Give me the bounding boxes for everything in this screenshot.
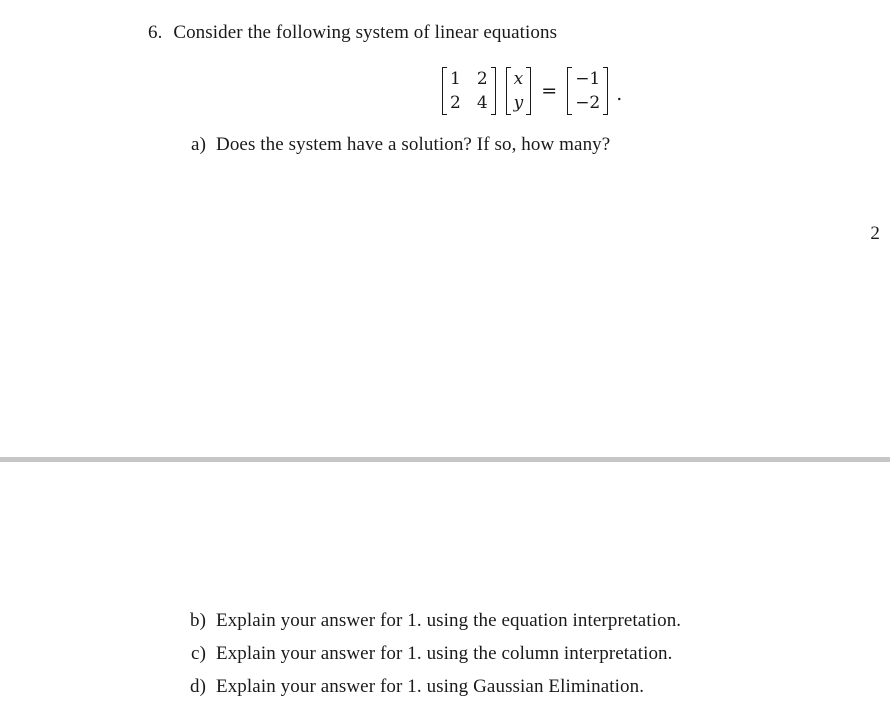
question-number: 6.	[148, 22, 163, 43]
part-text: Explain your answer for 1. using the column interpretation.	[216, 643, 673, 664]
matrix-entry: 2	[476, 69, 488, 89]
rhs-entry: −2	[575, 93, 601, 113]
part-a	[188, 134, 610, 156]
part-marker: b)	[189, 610, 206, 631]
matrix-entry: 4	[476, 93, 488, 113]
question-heading	[148, 22, 557, 44]
page-number: 2	[870, 223, 880, 244]
equals-sign: =	[541, 80, 558, 102]
vector-entry: x	[513, 69, 524, 89]
part-text: Explain your answer for 1. using the equation interpretation.	[216, 610, 682, 631]
matrix-equation	[440, 66, 622, 116]
variable-vector	[506, 67, 532, 115]
part-c	[188, 643, 673, 665]
page-divider	[0, 457, 890, 462]
part-text: Explain your answer for 1. using Gaussian Elimination.	[216, 676, 645, 697]
part-marker: d)	[189, 676, 206, 697]
part-marker: c)	[191, 643, 206, 664]
part-text: Does the system have a solution? If so, how many?	[216, 134, 611, 155]
equation-period: .	[616, 83, 623, 105]
rhs-entry: −1	[575, 69, 601, 89]
coefficient-matrix	[442, 67, 496, 115]
question-prompt: Consider the following system of linear equations	[173, 22, 558, 43]
part-b	[188, 610, 681, 632]
part-d	[188, 676, 644, 698]
matrix-entry: 2	[450, 93, 461, 113]
rhs-vector	[567, 67, 608, 115]
vector-entry: y	[513, 93, 524, 113]
matrix-entry: 1	[450, 69, 461, 89]
part-marker: a)	[191, 134, 206, 155]
